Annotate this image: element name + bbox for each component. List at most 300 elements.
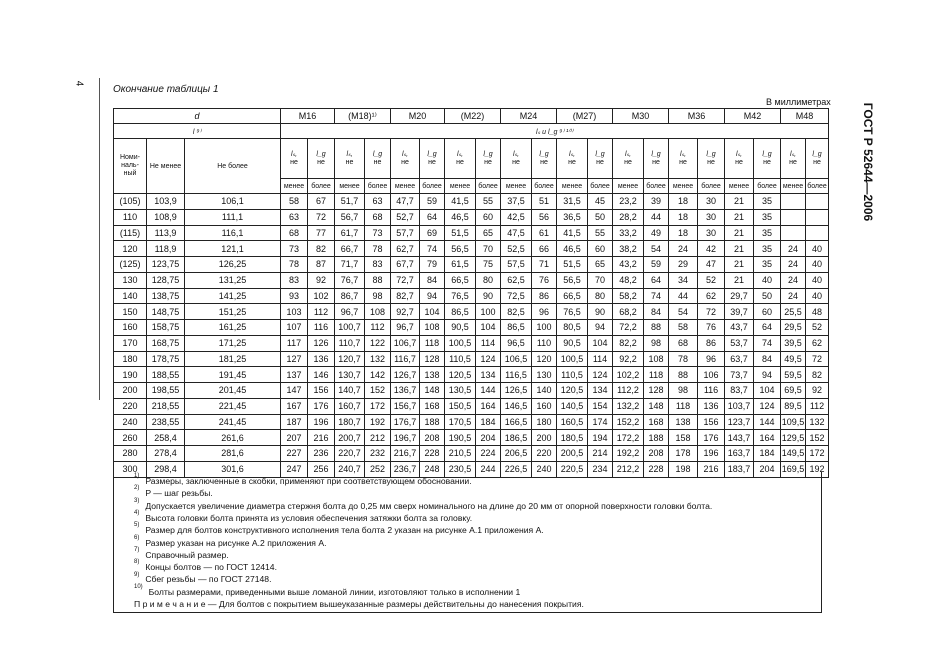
value-cell: 41,5: [445, 194, 476, 210]
value-cell: 118: [669, 398, 698, 414]
value-cell: 67: [308, 194, 335, 210]
value-cell: 186,5: [501, 430, 532, 446]
value-cell: 72: [308, 209, 335, 225]
value-cell: 183,7: [725, 461, 754, 477]
not-more-label: более: [754, 179, 781, 194]
value-cell: 40: [806, 288, 829, 304]
footnote: $^{7)}$ Справочный размер.: [134, 546, 229, 560]
value-cell: 52,5: [501, 241, 532, 257]
value-cell: 51: [532, 194, 557, 210]
value-cell: 116,5: [501, 367, 532, 383]
value-cell: 44: [669, 288, 698, 304]
value-cell: 228: [420, 446, 445, 462]
value-cell: 56,5: [557, 272, 588, 288]
length-cell: 121,1: [185, 241, 281, 257]
value-cell: 172: [806, 446, 829, 462]
value-cell: 63: [365, 194, 391, 210]
value-cell: 132: [806, 414, 829, 430]
value-cell: 224: [476, 446, 501, 462]
value-cell: 36,5: [557, 209, 588, 225]
value-cell: 52,7: [391, 209, 420, 225]
value-cell: 98: [365, 288, 391, 304]
value-cell: 68: [281, 225, 308, 241]
value-cell: 102: [308, 288, 335, 304]
value-cell: 227: [281, 446, 308, 462]
value-cell: 29: [669, 257, 698, 273]
value-cell: 72,2: [613, 320, 644, 336]
value-cell: 40: [754, 272, 781, 288]
ls-symbol: lₛ, не: [501, 139, 532, 179]
value-cell: 206,5: [501, 446, 532, 462]
value-cell: 104: [420, 304, 445, 320]
value-cell: 49,5: [781, 351, 806, 367]
value-cell: 204: [754, 461, 781, 477]
table-row: [114, 257, 829, 273]
thread-header: M48: [781, 109, 829, 124]
value-cell: 220,7: [335, 446, 365, 462]
value-cell: 30: [698, 209, 725, 225]
value-cell: 55: [588, 225, 613, 241]
value-cell: 60: [754, 304, 781, 320]
value-cell: 126,5: [501, 383, 532, 399]
value-cell: 23,2: [613, 194, 644, 210]
value-cell: 72,7: [391, 272, 420, 288]
value-cell: 21: [725, 194, 754, 210]
length-cell: 140: [114, 288, 147, 304]
value-cell: 188: [420, 414, 445, 430]
value-cell: 24: [781, 257, 806, 273]
value-cell: 64: [644, 272, 669, 288]
length-cell: (125): [114, 257, 147, 273]
value-cell: 108: [365, 304, 391, 320]
value-cell: 196,7: [391, 430, 420, 446]
value-cell: 46,5: [557, 241, 588, 257]
value-cell: 84: [644, 304, 669, 320]
length-cell: 150: [114, 304, 147, 320]
value-cell: 30: [698, 194, 725, 210]
length-cell: 131,25: [185, 272, 281, 288]
value-cell: 79: [420, 257, 445, 273]
value-cell: 49: [644, 225, 669, 241]
value-cell: 90,5: [557, 335, 588, 351]
value-cell: 152: [806, 430, 829, 446]
value-cell: 106,5: [501, 351, 532, 367]
table-caption: Окончание таблицы 1: [113, 84, 219, 95]
value-cell: 102,2: [613, 367, 644, 383]
length-cell: 240: [114, 414, 147, 430]
value-cell: 180,5: [557, 430, 588, 446]
value-cell: 164: [476, 398, 501, 414]
value-cell: 256: [308, 461, 335, 477]
value-cell: 76: [532, 272, 557, 288]
value-cell: 118: [644, 367, 669, 383]
length-cell: 120: [114, 241, 147, 257]
thread-header: M20: [391, 109, 445, 124]
value-cell: 30: [698, 225, 725, 241]
value-cell: 65: [476, 225, 501, 241]
length-cell: 161,25: [185, 320, 281, 336]
value-cell: 128: [644, 383, 669, 399]
value-cell: 40: [806, 257, 829, 273]
value-cell: 73,7: [725, 367, 754, 383]
value-cell: 59: [644, 257, 669, 273]
length-cell: 190: [114, 367, 147, 383]
value-cell: 25,5: [781, 304, 806, 320]
value-cell: 56: [532, 209, 557, 225]
value-cell: 92: [806, 383, 829, 399]
value-cell: 236,7: [391, 461, 420, 477]
value-cell: 187: [281, 414, 308, 430]
thread-header: M30: [613, 109, 669, 124]
value-cell: 63: [281, 209, 308, 225]
value-cell: 24: [669, 241, 698, 257]
value-cell: 188: [644, 430, 669, 446]
value-cell: 104: [754, 383, 781, 399]
value-cell: 29,5: [781, 320, 806, 336]
value-cell: 96,7: [335, 304, 365, 320]
value-cell: 62: [698, 288, 725, 304]
thread-header: M24: [501, 109, 557, 124]
value-cell: 71,7: [335, 257, 365, 273]
value-cell: 56,7: [335, 209, 365, 225]
value-cell: 114: [476, 335, 501, 351]
value-cell: 200,5: [557, 446, 588, 462]
length-cell: 158,75: [147, 320, 185, 336]
value-cell: 120,5: [445, 367, 476, 383]
value-cell: 63,7: [725, 351, 754, 367]
value-cell: 200,7: [335, 430, 365, 446]
value-cell: 100,5: [445, 335, 476, 351]
length-cell: 198,55: [147, 383, 185, 399]
value-cell: 58,2: [613, 288, 644, 304]
value-cell: 180: [532, 414, 557, 430]
value-cell: 68: [365, 209, 391, 225]
value-cell: 87: [308, 257, 335, 273]
length-cell: 238,55: [147, 414, 185, 430]
value-cell: 34: [669, 272, 698, 288]
value-cell: 90: [476, 288, 501, 304]
value-cell: 138: [669, 414, 698, 430]
length-cell: 281,6: [185, 446, 281, 462]
value-cell: 47,7: [391, 194, 420, 210]
footnote: $^{4)}$ Высота головки болта принята из условия обеспечения затяжки болта за головку.: [134, 510, 473, 523]
value-cell: 166,5: [501, 414, 532, 430]
value-cell: 82,7: [391, 288, 420, 304]
value-cell: 126: [308, 335, 335, 351]
value-cell: 152: [365, 383, 391, 399]
ls-symbol: lₛ, не: [445, 139, 476, 179]
not-more-label: более: [806, 179, 829, 194]
value-cell: 18: [669, 225, 698, 241]
lg-symbol: l_g не: [476, 139, 501, 179]
min-header: Не менее: [147, 139, 185, 194]
ls-lg-header: lₛ и l_g ⁹⁾ ¹⁰⁾: [281, 124, 829, 139]
value-cell: 100: [476, 304, 501, 320]
value-cell: 212,2: [613, 461, 644, 477]
value-cell: 184: [754, 446, 781, 462]
value-cell: 132: [365, 351, 391, 367]
thread-header: M16: [281, 109, 335, 124]
length-cell: 260: [114, 430, 147, 446]
value-cell: 67,7: [391, 257, 420, 273]
value-cell: 33,2: [613, 225, 644, 241]
value-cell: 78: [365, 241, 391, 257]
value-cell: 88: [669, 367, 698, 383]
value-cell: 24: [781, 272, 806, 288]
value-cell: 74: [644, 288, 669, 304]
length-cell: 160: [114, 320, 147, 336]
value-cell: 124: [588, 367, 613, 383]
value-cell: 86,7: [335, 288, 365, 304]
ls-symbol: lₛ, не: [557, 139, 588, 179]
value-cell: 77: [308, 225, 335, 241]
value-cell: 129,5: [781, 430, 806, 446]
table-row: [114, 304, 829, 320]
length-cell: 221,45: [185, 398, 281, 414]
thread-header: M42: [725, 109, 781, 124]
length-cell: 108,9: [147, 209, 185, 225]
value-cell: 73: [281, 241, 308, 257]
value-cell: 52: [698, 272, 725, 288]
value-cell: 226,5: [501, 461, 532, 477]
value-cell: 83: [365, 257, 391, 273]
value-cell: 110,5: [445, 351, 476, 367]
value-cell: 35: [754, 241, 781, 257]
length-cell: 280: [114, 446, 147, 462]
length-cell: 118,9: [147, 241, 185, 257]
value-cell: 82,5: [501, 304, 532, 320]
not-less-label: менее: [335, 179, 365, 194]
length-cell: 218,55: [147, 398, 185, 414]
value-cell: 160,5: [557, 414, 588, 430]
value-cell: 208: [644, 446, 669, 462]
length-cell: 241,45: [185, 414, 281, 430]
value-cell: 21: [725, 272, 754, 288]
value-cell: 76,5: [557, 304, 588, 320]
value-cell: 108: [420, 320, 445, 336]
value-cell: 120: [532, 351, 557, 367]
not-more-label: более: [476, 179, 501, 194]
value-cell: 190,5: [445, 430, 476, 446]
value-cell: 196: [698, 446, 725, 462]
value-cell: 143,7: [725, 430, 754, 446]
value-cell: 247: [281, 461, 308, 477]
value-cell: 65: [588, 257, 613, 273]
value-cell: 138: [420, 367, 445, 383]
table-row: [114, 288, 829, 304]
length-cell: 200: [114, 383, 147, 399]
value-cell: 21: [725, 225, 754, 241]
value-cell: 240,7: [335, 461, 365, 477]
ls-symbol: lₛ, не: [781, 139, 806, 179]
value-cell: 51,5: [557, 257, 588, 273]
not-less-label: менее: [725, 179, 754, 194]
l-header: l ⁹⁾: [114, 124, 281, 139]
length-cell: 301,6: [185, 461, 281, 477]
lg-symbol: l_g не: [532, 139, 557, 179]
table-row: [114, 367, 829, 383]
value-cell: 40: [806, 272, 829, 288]
value-cell: 168: [420, 398, 445, 414]
ls-symbol: lₛ, не: [391, 139, 420, 179]
value-cell: 51,7: [335, 194, 365, 210]
value-cell: 169,5: [781, 461, 806, 477]
value-cell: 112: [806, 398, 829, 414]
value-cell: 58: [281, 194, 308, 210]
value-cell: 117: [281, 335, 308, 351]
value-cell: 83,7: [725, 383, 754, 399]
margin-line: [99, 78, 100, 400]
length-cell: 298,4: [147, 461, 185, 477]
value-cell: 18: [669, 194, 698, 210]
value-cell: 66,5: [557, 288, 588, 304]
value-cell: 176,7: [391, 414, 420, 430]
value-cell: 76,5: [445, 288, 476, 304]
value-cell: 62,7: [391, 241, 420, 257]
value-cell: 92: [308, 272, 335, 288]
value-cell: 180,7: [335, 414, 365, 430]
value-cell: [781, 194, 806, 210]
table-row: [114, 398, 829, 414]
value-cell: 240: [532, 461, 557, 477]
value-cell: 176: [698, 430, 725, 446]
value-cell: 48,2: [613, 272, 644, 288]
value-cell: 140,5: [557, 398, 588, 414]
value-cell: 110,5: [557, 367, 588, 383]
value-cell: 184: [476, 414, 501, 430]
value-cell: 234: [588, 461, 613, 477]
length-cell: (115): [114, 225, 147, 241]
value-cell: 56,5: [445, 241, 476, 257]
value-cell: 93: [281, 288, 308, 304]
length-cell: 103,9: [147, 194, 185, 210]
value-cell: 89,5: [781, 398, 806, 414]
length-cell: 106,1: [185, 194, 281, 210]
length-cell: 111,1: [185, 209, 281, 225]
value-cell: 112: [365, 320, 391, 336]
value-cell: 208: [420, 430, 445, 446]
value-cell: 96: [532, 304, 557, 320]
value-cell: 124: [476, 351, 501, 367]
value-cell: 110,7: [335, 335, 365, 351]
value-cell: 80: [588, 288, 613, 304]
value-cell: 106: [698, 367, 725, 383]
value-cell: 61: [532, 225, 557, 241]
length-cell: 141,25: [185, 288, 281, 304]
value-cell: 137: [281, 367, 308, 383]
value-cell: 86,5: [501, 320, 532, 336]
value-cell: 35: [754, 209, 781, 225]
value-cell: 144: [476, 383, 501, 399]
value-cell: 66,5: [445, 272, 476, 288]
not-less-label: менее: [445, 179, 476, 194]
value-cell: 29,7: [725, 288, 754, 304]
value-cell: 220,5: [557, 461, 588, 477]
not-less-label: менее: [669, 179, 698, 194]
value-cell: 214: [588, 446, 613, 462]
page-number: 4: [73, 80, 85, 87]
value-cell: 120,7: [335, 351, 365, 367]
value-cell: 207: [281, 430, 308, 446]
value-cell: 86: [532, 288, 557, 304]
value-cell: 149,5: [781, 446, 806, 462]
not-more-label: более: [644, 179, 669, 194]
value-cell: 127: [281, 351, 308, 367]
value-cell: 70: [588, 272, 613, 288]
table-row: [114, 446, 829, 462]
value-cell: 50: [754, 288, 781, 304]
value-cell: 174: [588, 414, 613, 430]
value-cell: 39,7: [725, 304, 754, 320]
value-cell: 124: [754, 398, 781, 414]
value-cell: 178: [669, 446, 698, 462]
value-cell: 42: [698, 241, 725, 257]
value-cell: 100,5: [557, 351, 588, 367]
value-cell: 50: [588, 209, 613, 225]
value-cell: 35: [754, 257, 781, 273]
value-cell: 43,7: [725, 320, 754, 336]
length-cell: 300: [114, 461, 147, 477]
value-cell: 88: [644, 320, 669, 336]
value-cell: 136,7: [391, 383, 420, 399]
value-cell: 24: [781, 288, 806, 304]
lg-symbol: l_g не: [698, 139, 725, 179]
length-cell: 180: [114, 351, 147, 367]
value-cell: 228: [644, 461, 669, 477]
lg-symbol: l_g не: [754, 139, 781, 179]
value-cell: 24: [781, 241, 806, 257]
value-cell: 146,5: [501, 398, 532, 414]
value-cell: 60: [476, 209, 501, 225]
value-cell: 192,2: [613, 446, 644, 462]
lg-symbol: l_g не: [308, 139, 335, 179]
not-less-label: менее: [501, 179, 532, 194]
value-cell: 167: [281, 398, 308, 414]
length-cell: 116,1: [185, 225, 281, 241]
value-cell: 86: [698, 335, 725, 351]
not-less-label: менее: [613, 179, 644, 194]
value-cell: 126,7: [391, 367, 420, 383]
standard-code: ГОСТ Р 52644—2006: [861, 102, 875, 222]
value-cell: 130,5: [445, 383, 476, 399]
value-cell: 230,5: [445, 461, 476, 477]
value-cell: 64: [420, 209, 445, 225]
value-cell: 150,5: [445, 398, 476, 414]
value-cell: 216: [308, 430, 335, 446]
value-cell: 82: [308, 241, 335, 257]
not-less-label: менее: [281, 179, 308, 194]
length-cell: 188,55: [147, 367, 185, 383]
value-cell: 47: [698, 257, 725, 273]
value-cell: 164: [754, 430, 781, 446]
value-cell: 103: [281, 304, 308, 320]
value-cell: 196: [308, 414, 335, 430]
value-cell: 66: [532, 241, 557, 257]
value-cell: 21: [725, 209, 754, 225]
not-more-label: более: [532, 179, 557, 194]
value-cell: 107: [281, 320, 308, 336]
value-cell: 108: [644, 351, 669, 367]
value-cell: 74: [420, 241, 445, 257]
footnote: $^{9)}$ Сбег резьбы — по ГОСТ 27148.: [134, 571, 272, 585]
value-cell: 82,2: [613, 335, 644, 351]
footnote: $^{10)}$ Болты размерами, приведенными выше ломаной линии, изготовляют только в исполнении 1: [134, 583, 521, 597]
value-cell: 47,5: [501, 225, 532, 241]
length-cell: 220: [114, 398, 147, 414]
table-row: [114, 272, 829, 288]
value-cell: 84: [754, 351, 781, 367]
lg-symbol: l_g не: [420, 139, 445, 179]
